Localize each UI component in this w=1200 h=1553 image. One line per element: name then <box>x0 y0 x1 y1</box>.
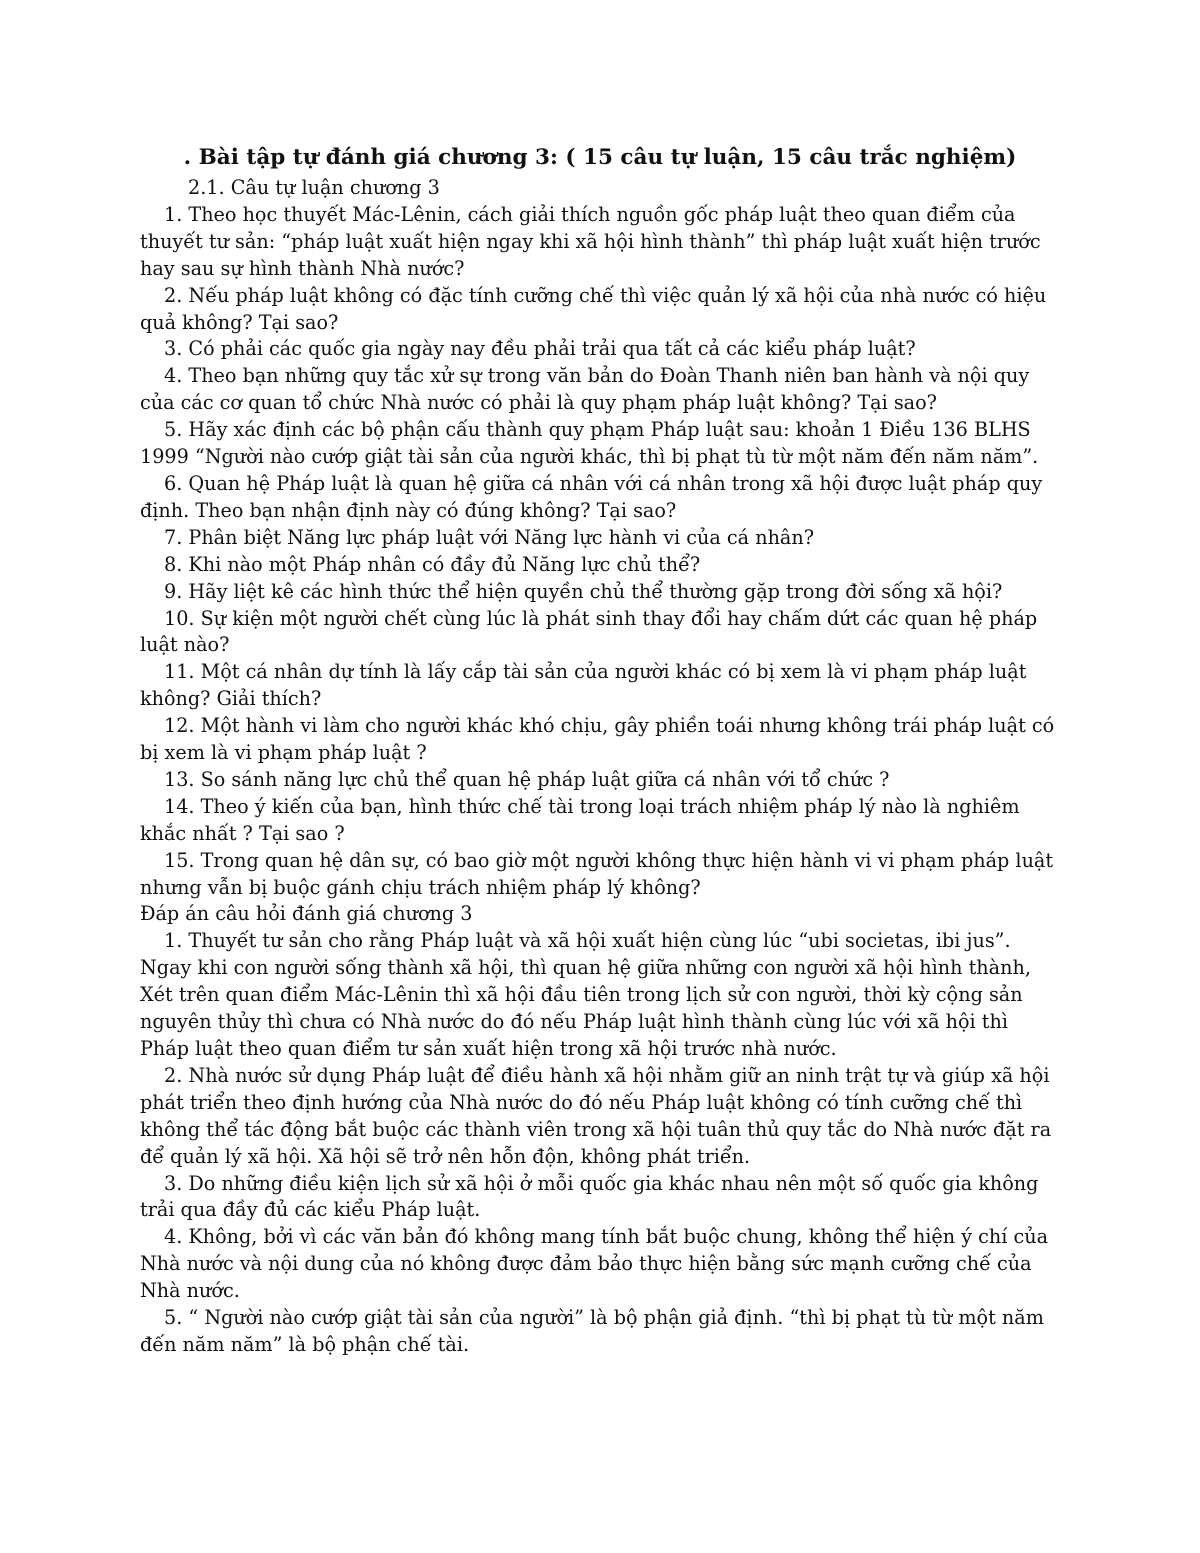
question-paragraph: 1. Theo học thuyết Mác-Lênin, cách giải thích nguồn gốc pháp luật theo quan điểm của thuyết tư sản: “pháp luật xuất hiện ngay khi xã hội hình thành” thì pháp luật xuất hiện trước hay sau sự hình thành Nhà nước? <box>140 202 1041 280</box>
question-paragraph: 5. Hãy xác định các bộ phận cấu thành quy phạm Pháp luật sau: khoản 1 Điều 136 BLHS 1999 “Người nào cướp giật tài sản của người khác, thì bị phạt tù từ một năm đến năm năm”. <box>140 418 1039 469</box>
question-paragraph: 10. Sự kiện một người chết cùng lúc là phát sinh thay đổi hay chấm dứt các quan hệ pháp luật nào? <box>140 606 1038 657</box>
question-paragraph: 12. Một hành vi làm cho người khác khó chịu, gây phiền toái nhưng không trái pháp luật có bị xem là vi phạm pháp luật ? <box>140 714 1055 765</box>
section-heading: 2.1. Câu tự luận chương 3 <box>188 176 440 199</box>
question-paragraph: 8. Khi nào một Pháp nhân có đầy đủ Năng lực chủ thể? <box>164 552 701 576</box>
document-page <box>140 143 1060 1359</box>
answer-paragraph: 4. Không, bởi vì các văn bản đó không mang tính bắt buộc chung, không thể hiện ý chí của Nhà nước và nội dung của nó không được đảm bảo thực hiện bằng sức mạnh cưỡng chế của Nhà nước. <box>140 1225 1049 1303</box>
answer-paragraph: 5. “ Người nào cướp giật tài sản của người” là bộ phận giả định. “thì bị phạt tù từ một năm đến năm năm” là bộ phận chế tài. <box>140 1306 1044 1356</box>
answers-heading: Đáp án câu hỏi đánh giá chương 3 <box>140 902 473 926</box>
answer-paragraph: 3. Do những điều kiện lịch sử xã hội ở mỗi quốc gia khác nhau nên một số quốc gia không trải qua đầy đủ các kiểu Pháp luật. <box>140 1171 1039 1222</box>
question-paragraph: 7. Phân biệt Năng lực pháp luật với Năng lực hành vi của cá nhân? <box>164 525 815 549</box>
question-paragraph: 6. Quan hệ Pháp luật là quan hệ giữa cá nhân với cá nhân trong xã hội được luật pháp quy định. Theo bạn nhận định này có đúng không? Tại sao? <box>140 471 1043 522</box>
question-paragraph: 4. Theo bạn những quy tắc xử sự trong văn bản do Đoàn Thanh niên ban hành và nội quy của các cơ quan tổ chức Nhà nước có phải là quy phạm pháp luật không? Tại sao? <box>140 364 1030 415</box>
question-paragraph: 13. So sánh năng lực chủ thể quan hệ pháp luật giữa cá nhân với tổ chức ? <box>164 767 890 791</box>
question-paragraph: 11. Một cá nhân dự tính là lấy cắp tài sản của người khác có bị xem là vi phạm pháp luật không? Giải thích? <box>140 660 1027 711</box>
question-paragraph: 2. Nếu pháp luật không có đặc tính cưỡng chế thì việc quản lý xã hội của nhà nước có hiệu quả không? Tại sao? <box>140 283 1047 334</box>
questions-list <box>140 202 1060 902</box>
document-title: . Bài tập tự đánh giá chương 3: ( 15 câu tự luận, 15 câu trắc nghiệm) <box>183 145 1017 170</box>
answer-paragraph: 2. Nhà nước sử dụng Pháp luật để điều hành xã hội nhằm giữ an ninh trật tự và giúp xã hội phát triển theo định hướng của Nhà nước do đó nếu Pháp luật không có tính cưỡng chế thì không thể tác động bắt buộc các thành viên trong xã hội tuân thủ quy tắc do Nhà nước đặt ra để quản lý xã hội. Xã hội sẽ trở nên hỗn độn, không phát triển. <box>140 1063 1052 1168</box>
question-paragraph: 3. Có phải các quốc gia ngày nay đều phải trải qua tất cả các kiểu pháp luật? <box>164 337 916 361</box>
question-paragraph: 9. Hãy liệt kê các hình thức thể hiện quyền chủ thể thường gặp trong đời sống xã hội? <box>164 579 1003 603</box>
answers-list <box>140 928 1060 1359</box>
question-paragraph: 15. Trong quan hệ dân sự, có bao giờ một người không thực hiện hành vi vi phạm pháp luật nhưng vẫn bị buộc gánh chịu trách nhiệm pháp lý không? <box>140 848 1054 899</box>
answer-paragraph: 1. Thuyết tư sản cho rằng Pháp luật và xã hội xuất hiện cùng lúc “ubi societas, ibi jus”. Ngay khi con người sống thành xã hội, thì quan hệ giữa những con người xã hội hình thành, Xét trên quan điểm Mác-Lênin thì xã hội đầu tiên trong lịch sử con người, thời kỳ cộng sản nguyên thủy thì chưa có Nhà nước do đó nếu Pháp luật hình thành cùng lúc với xã hội thì Pháp luật theo quan điểm tư sản xuất hiện trong xã hội trước nhà nước. <box>140 929 1031 1060</box>
question-paragraph: 14. Theo ý kiến của bạn, hình thức chế tài trong loại trách nhiệm pháp lý nào là nghiêm khắc nhất ? Tại sao ? <box>140 794 1020 845</box>
